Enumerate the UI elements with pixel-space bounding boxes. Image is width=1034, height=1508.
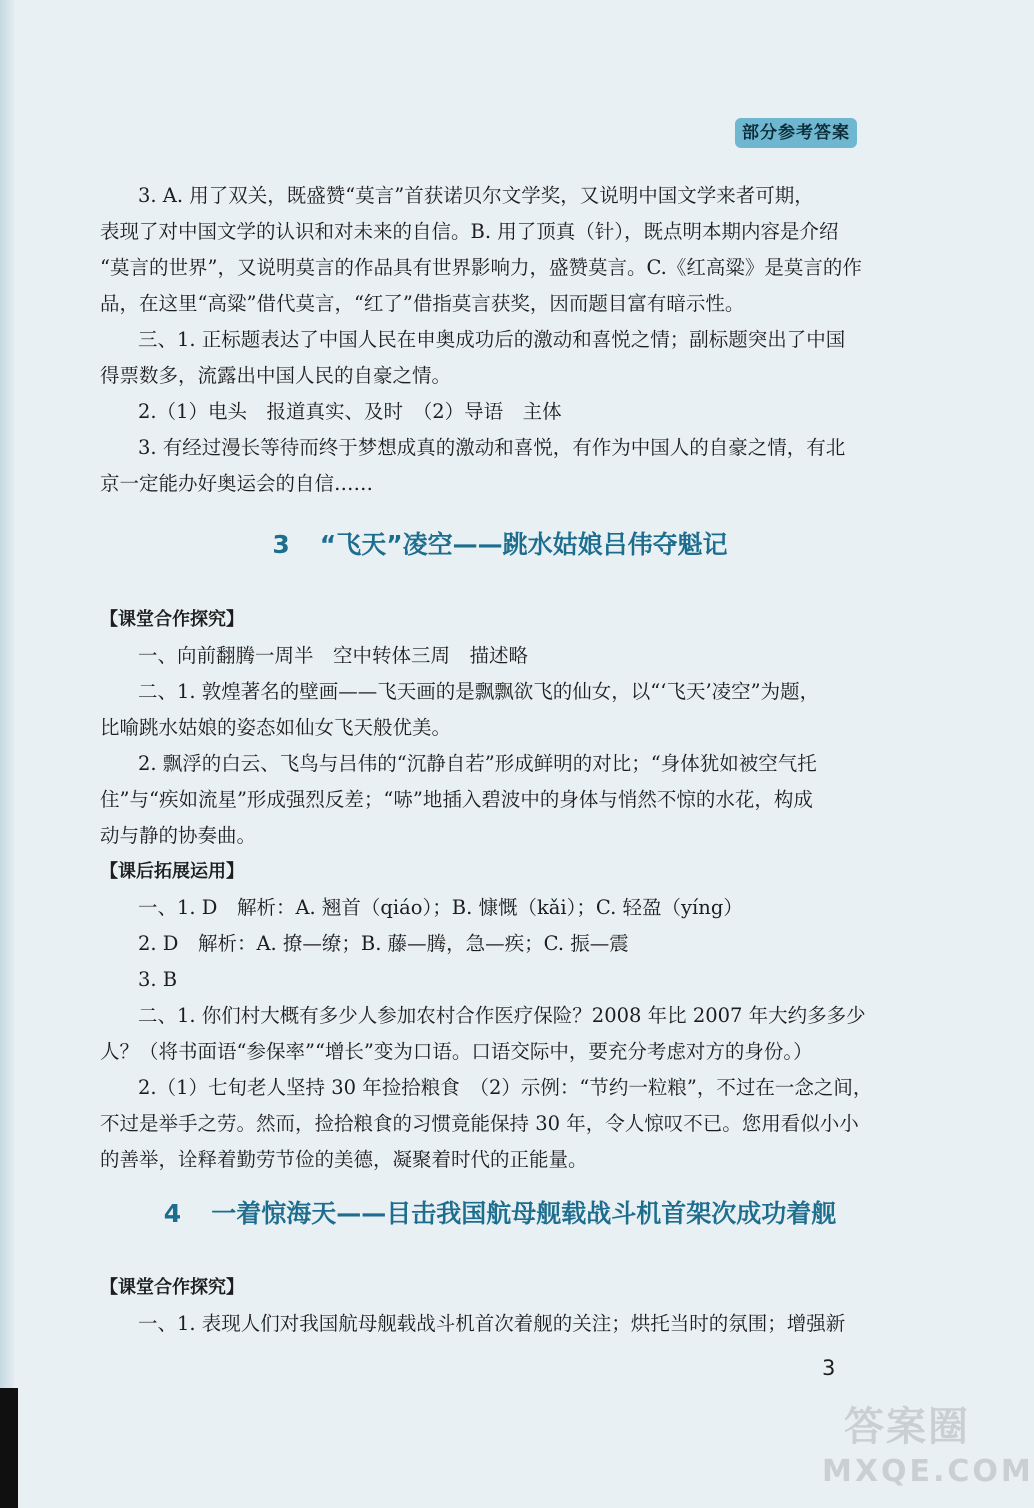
subsection-label: 【课堂合作探究】 [100,609,244,630]
text-line: 比喻跳水姑娘的姿态如仙女飞天般优美。 [100,716,452,739]
watermark-logo [822,1400,1034,1500]
page-left-edge [0,0,14,1508]
text-line: 3. A. 用了双关，既盛赞“莫言”首获诺贝尔文学奖，又说明中国文学来者可期， [138,184,814,207]
section-3-body [100,602,873,1178]
text-line: 2.（1）七旬老人坚持 30 年捡拾粮食 （2）示例：“节约一粒粮”，不过在一念之间， [138,1076,873,1099]
section-3-title [0,527,1000,563]
text-line: 2.（1）电头 报道真实、及时 （2）导语 主体 [138,400,562,423]
text-line: 2. D 解析：A. 撩—缭；B. 藤—腾，急—疾；C. 振—震 [138,932,629,955]
text-line: 得票数多，流露出中国人民的自豪之情。 [100,364,452,387]
text-line: “莫言的世界”，又说明莫言的作品具有世界影响力，盛赞莫言。C.《红高粱》是莫言的作 [100,256,862,279]
text-line: 的善举，诠释着勤劳节俭的美德，凝聚着时代的正能量。 [100,1148,588,1171]
text-line: 三、1. 正标题表达了中国人民在申奥成功后的激动和喜悦之情；副标题突出了中国 [138,328,846,351]
text-line: 表现了对中国文学的认识和对未来的自信。B. 用了顶真（针），既点明本期内容是介绍 [100,220,839,243]
watermark-bottom-text: MXQE.COM [822,1454,1034,1489]
text-line: 二、1. 你们村大概有多少人参加农村合作医疗保险？2008 年比 2007 年大约多多少 [138,1004,866,1027]
subsection-label: 【课后拓展运用】 [100,861,244,882]
text-line: 不过是举手之劳。然而，捡拾粮食的习惯竟能保持 30 年，令人惊叹不已。您用看似小小 [100,1112,859,1135]
section-4-body [100,1270,860,1342]
text-line: 一、向前翻腾一周半 空中转体三周 描述略 [138,644,529,667]
book-spine-shadow [0,1388,18,1508]
text-line: 品，在这里“高粱”借代莫言，“红了”借指莫言获奖，因而题目富有暗示性。 [100,292,745,315]
text-line: 一、1. D 解析：A. 翘首（qiáo）；B. 慷慨（kǎi）；C. 轻盈（yíng） [138,896,743,919]
section-3-number: 3 [272,530,290,559]
text-line: 人？（将书面语“参保率”“增长”变为口语。口语交际中，要充分考虑对方的身份。） [100,1040,813,1063]
text-line: 京一定能办好奥运会的自信…… [100,472,374,495]
text-line: 3. 有经过漫长等待而终于梦想成真的激动和喜悦，有作为中国人的自豪之情，有北 [138,436,846,459]
section-4-title [0,1196,1000,1232]
watermark-top-text: 答案圈 [844,1404,970,1450]
section-3-title-text: “飞天”凌空——跳水姑娘吕伟夺魁记 [319,530,728,559]
text-line: 住”与“疾如流星”形成强烈反差；“哧”地插入碧波中的身体与悄然不惊的水花，构成 [100,788,813,811]
text-line: 一、1. 表现人们对我国航母舰载战斗机首次着舰的关注；烘托当时的氛围；增强新 [138,1312,846,1335]
answer-block-1 [100,178,860,502]
page-number: 3 [822,1356,836,1380]
section-4-title-text: 一着惊海天——目击我国航母舰载战斗机首架次成功着舰 [211,1199,837,1228]
subsection-label: 【课堂合作探究】 [100,1277,244,1298]
text-line: 3. B [138,968,178,991]
text-line: 2. 飘浮的白云、飞鸟与吕伟的“沉静自若”形成鲜明的对比；“身体犹如被空气托 [138,752,817,775]
header-tag: 部分参考答案 [735,118,857,148]
text-line: 动与静的协奏曲。 [100,824,257,847]
section-4-number: 4 [163,1199,182,1228]
text-line: 二、1. 敦煌著名的壁画——飞天画的是飘飘欲飞的仙女，以“‘飞天’凌空”为题， [138,680,820,703]
